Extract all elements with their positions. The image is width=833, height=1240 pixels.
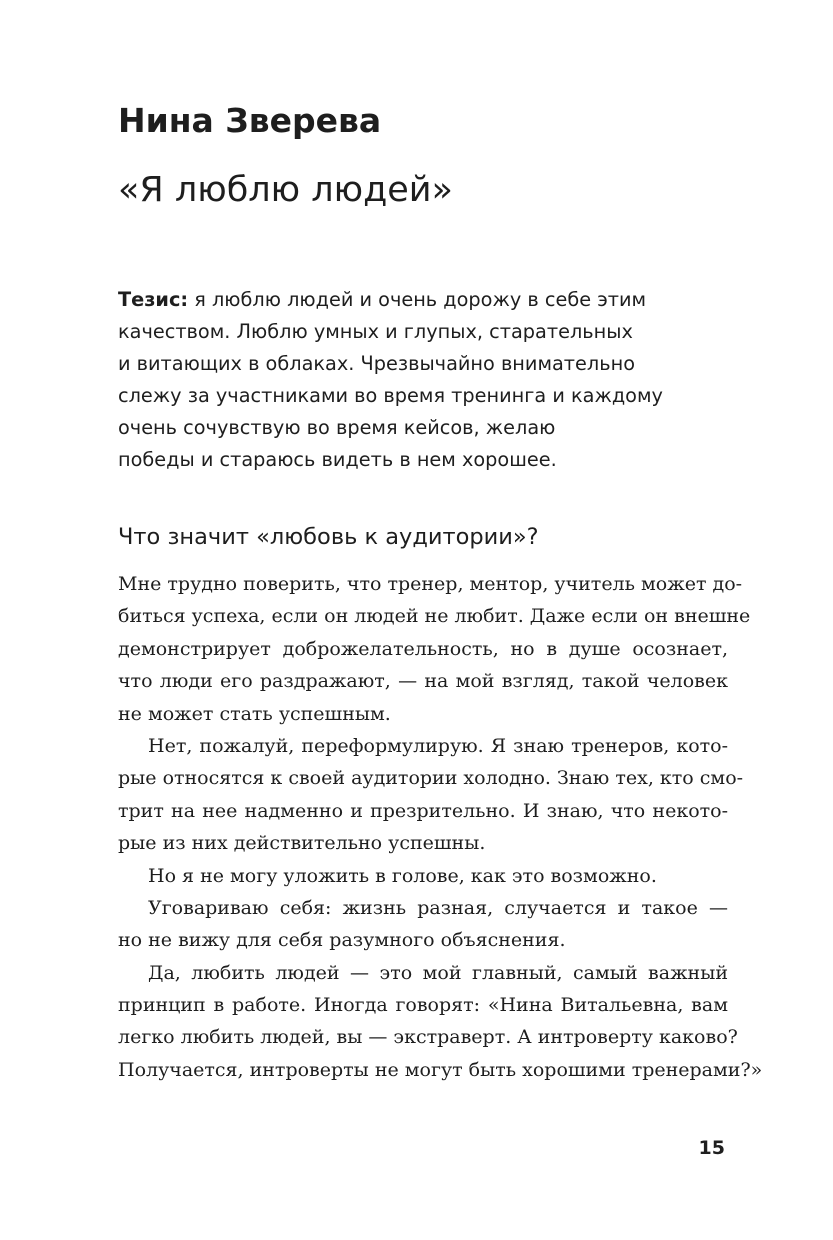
- body-line: не может стать успешным.: [118, 702, 391, 725]
- thesis-line: очень сочувствую во время кейсов, желаю: [118, 416, 556, 439]
- body-line: Мне трудно поверить, что тренер, ментор, учитель может до-: [118, 573, 743, 595]
- body-line: рые из них действительно успешны.: [118, 832, 486, 855]
- body-line: демонстрирует доброжелательность, но в душе осознает,: [118, 637, 728, 660]
- body-line: Получается, интроверты не могут быть хорошими тренерами?»: [118, 1058, 763, 1081]
- thesis-line-text: я люблю людей и очень дорожу в себе этим: [188, 288, 647, 311]
- body-line: рые относятся к своей аудитории холодно. Знаю тех, кто смо-: [118, 767, 744, 790]
- thesis-line: и витающих в облаках. Чрезвычайно внимательно: [118, 352, 635, 375]
- body-line: что люди его раздражают, — на мой взгляд, такой человек: [118, 670, 728, 693]
- body-text: [118, 568, 763, 1086]
- thesis-label: Тезис:: [118, 288, 189, 311]
- body-line: биться успеха, если он людей не любит. Даже если он внешне: [118, 605, 751, 628]
- chapter-title: «Я люблю людей»: [118, 170, 453, 210]
- page-number: 15: [698, 1137, 725, 1159]
- thesis-line: [118, 284, 663, 316]
- body-line: но не вижу для себя разумного объяснения.: [118, 929, 566, 952]
- thesis-line: слежу за участниками во время тренинга и каждому: [118, 384, 663, 407]
- body-line: Но я не могу уложить в голове, как это возможно.: [148, 864, 657, 887]
- body-line: Да, любить людей — это мой главный, самый важный: [148, 961, 728, 984]
- thesis-line: качеством. Люблю умных и глупых, старательных: [118, 320, 633, 343]
- section-heading: Что значит «любовь к аудитории»?: [118, 524, 539, 550]
- thesis-paragraph: [118, 284, 663, 476]
- body-line: трит на нее надменно и презрительно. И знаю, что некото-: [118, 799, 728, 822]
- body-line: легко любить людей, вы — экстраверт. А интроверту каково?: [118, 1026, 738, 1049]
- author-name: Нина Зверева: [118, 101, 382, 140]
- body-line: принцип в работе. Иногда говорят: «Нина Витальевна, вам: [118, 994, 728, 1017]
- body-line: Нет, пожалуй, переформулирую. Я знаю тренеров, кото-: [148, 734, 728, 757]
- body-line: Уговариваю себя: жизнь разная, случается и такое —: [148, 896, 728, 919]
- thesis-line: победы и стараюсь видеть в нем хорошее.: [118, 448, 557, 471]
